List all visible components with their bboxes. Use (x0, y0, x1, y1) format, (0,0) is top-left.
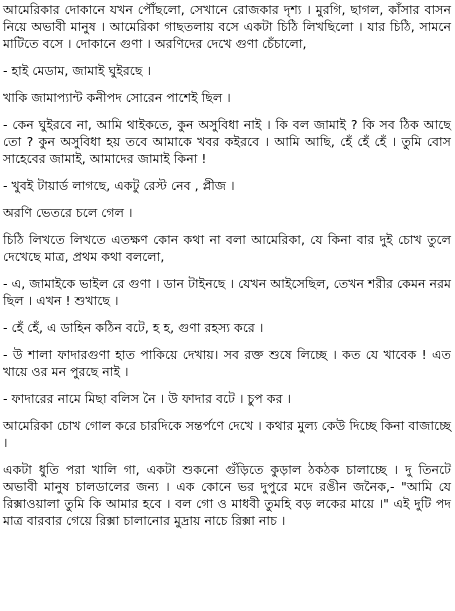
paragraph-rickshaw-dance: একটা ধুতি পরা খালি গা, একটা শুকনো গুঁড়িতে কুড়াল ঠকঠক চালাচ্ছে । দু তিনটে অভাবী মানুষ চালডালের জন্য । এক কোনে ভর দুপুরে মদে রঙীন জনৈক,- "আমি যে রিক্সাওয়ালা তুমি কি আমার হবে । বল গো ও মাধবী তুমহি বড় লকের মায়ে ।" এই দুটি পদ মাত্র বারবার গেয়ে রিক্সা চালানোর মুদ্রায় নাচে রিক্সা নাচ । (3, 462, 451, 528)
paragraph-father-rebuke: - ফাদারের নামে মিছা বলিস নৈ । উ ফাদার বটে । চুপ কর । (3, 391, 292, 406)
paragraph-father-complaint: - উ শালা ফাদারগুণা হাত পাকিয়ে দেখায়। সব রক্ত শুষে লিচ্ছে । কত যে খাবেক ! এত খায়ে ওর মন পুরছে নাই । (3, 347, 451, 379)
paragraph-america-remark: - এ, জামাইকে ভাইল রে গুণা । ডান টাইনছে । যেখন আইসেছিল, তেখন শরীর কেমন নরম ছিল । এখন ! শুখাছে । (3, 276, 451, 308)
paragraph-america-looks-around: আমেরিকা চোখ গোল করে চারদিকে সন্তর্পণে দেখে । কথার মুল্য কেউ দিচ্ছে কিনা বাজাচ্ছে । (3, 418, 451, 450)
paragraph-arrival-scene: আমেরিকার দোকানে যখন পৌঁছলো, সেখানে রোজকার দৃশ্য । মুরগি, ছাগল, কাঁসার বাসন নিয়ে অভাবী মানুষ । আমেরিকা গাছতলায় বসে একটা চিঠি লিখছিলো । যার চিঠি, সামনে মাটিতে বসে । দোকানে গুণা । অরণিদের দেখে গুণা চেঁচালো, (3, 2, 451, 51)
paragraph-tired-reply: - খুবই টায়ার্ড লাগছে, একটু রেস্ট নেব , প্লীজ । (3, 178, 235, 193)
paragraph-guna-greeting: - হাই মেডাম, জামাই ঘুইরছে । (3, 63, 151, 78)
paragraph-arani-goes-inside: অরণি ভেতরে চলে গেল । (3, 205, 133, 220)
paragraph-guna-laughs: - হেঁ হেঁ, এ ডাহিন কঠিন বটে, হ হ, গুণা রহস্য করে । (3, 320, 264, 335)
paragraph-khaki-uniform: খাকি জামাপ্যান্ট কনীপদ সোরেন পাশেই ছিল । (3, 90, 231, 105)
paragraph-america-speaks: চিঠি লিখতে লিখতে এতক্ষণ কোন কথা না বলা আমেরিকা, যে কিনা বার দুই চোখ তুলে দেখেছে মাত্র, প্রথম কথা বললো, (3, 232, 451, 264)
paragraph-guna-reassurance: - কেন ঘুইরবে না, আমি থাইকতে, কুন অসুবিধা নাই । কি বল জামাই ? কি সব ঠিক আছে তো ? কুন অসুবিধা হয় তবে আমাকে খবর কইরবে । আমি আছি, হেঁ হেঁ হেঁ । তুমি বোস সাহেবের জামাই, আমাদের জামাই কিনা ! (3, 117, 451, 166)
document-body (3, 1, 451, 539)
